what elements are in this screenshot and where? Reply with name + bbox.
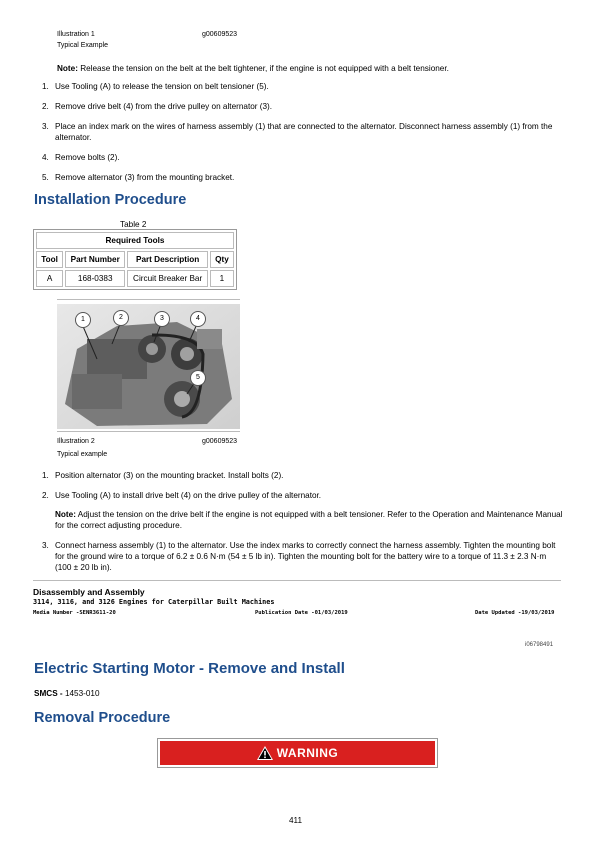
install-steps — [34, 470, 564, 582]
callout-2: 2 — [113, 310, 129, 326]
step-item — [34, 540, 564, 573]
callout-4: 4 — [190, 311, 206, 327]
step-text: Remove drive belt (4) from the drive pulley on alternator (3). — [55, 102, 273, 111]
table-title: Required Tools — [36, 232, 234, 249]
step-text: Position alternator (3) on the mounting bracket. Install bolts (2). — [55, 471, 284, 480]
step-text: Place an index mark on the wires of harness assembly (1) that are connected to the alternator. Disconnect harness assembly (1) from the alternator. — [55, 122, 553, 142]
step-item — [34, 101, 564, 112]
smcs-code: 1453-010 — [64, 689, 100, 698]
note-1-text: Release the tension on the belt at the belt tightener, if the engine is not equipped with a belt tensioner. — [80, 64, 449, 73]
note-2 — [55, 509, 564, 531]
table-header: Part Number — [65, 251, 125, 268]
callout-5: 5 — [190, 370, 206, 386]
removal-heading: Removal Procedure — [34, 710, 171, 726]
step-number: 1. — [42, 471, 49, 480]
table-row — [36, 270, 234, 287]
warning-triangle-icon — [257, 746, 273, 760]
publication-date: Publication Date -01/03/2019 — [255, 610, 348, 616]
section-title: Electric Starting Motor - Remove and Install — [34, 660, 345, 677]
doc-subtitle: 3114, 3116, and 3126 Engines for Caterpillar Built Machines — [33, 598, 275, 606]
note-2-label: Note: — [55, 510, 76, 519]
step-number: 4. — [42, 153, 49, 162]
step-text: Connect harness assembly (1) to the alternator. Use the index marks to correctly connect the harness assembly. Tighten the mounting bolt for the ground wire to a torque of 6.2 ± 0.6 N·m (54 ± 5 lb in). Tighten the mounting bolt for the battery wire to a torque of 11.3 ± 2.3 N·m (100 ± 20 lb in). — [55, 541, 556, 572]
step-number: 2. — [42, 491, 49, 500]
media-number: Media Number -SENR3611-20 — [33, 610, 116, 616]
table-header: Part Description — [127, 251, 208, 268]
table-cell: Circuit Breaker Bar — [127, 270, 208, 287]
note-2-text: Adjust the tension on the drive belt if the engine is not equipped with a belt tensioner. Refer to the Operation and Maintenance Manual for the correct adjusting procedure. — [55, 510, 563, 530]
smcs-line — [34, 688, 100, 699]
doc-id: i06798491 — [525, 642, 554, 648]
step-item — [34, 470, 564, 481]
removal-steps — [34, 81, 564, 192]
step-item — [34, 121, 564, 143]
step-item — [34, 152, 564, 163]
table-cell: 168-0383 — [65, 270, 125, 287]
step-item — [34, 490, 564, 531]
engine-illustration — [57, 304, 240, 429]
step-text: Remove bolts (2). — [55, 153, 120, 162]
installation-heading: Installation Procedure — [34, 192, 187, 208]
note-1-label: Note: — [57, 64, 78, 73]
table-caption: Table 2 — [120, 220, 147, 229]
illustration1-code: g00609523 — [202, 31, 238, 38]
illustration2-caption: Typical example — [57, 451, 108, 458]
step-number: 3. — [42, 122, 49, 131]
callout-1: 1 — [75, 312, 91, 328]
illustration1-caption: Typical Example — [57, 42, 108, 49]
note-1 — [57, 63, 557, 74]
step-text: Use Tooling (A) to install drive belt (4) on the drive pulley of the alternator. — [55, 491, 322, 500]
required-tools-table — [33, 229, 237, 290]
doc-title: Disassembly and Assembly — [33, 587, 145, 597]
warning-frame — [157, 738, 438, 768]
step-number: 2. — [42, 102, 49, 111]
illustration-bottom-rule — [57, 431, 240, 432]
table-header: Tool — [36, 251, 63, 268]
step-text: Remove alternator (3) from the mounting bracket. — [55, 173, 235, 182]
step-text: Use Tooling (A) to release the tension on belt tensioner (5). — [55, 82, 269, 91]
callout-3: 3 — [154, 311, 170, 327]
warning-banner — [160, 741, 435, 765]
illustration2-code: g00609523 — [202, 438, 238, 445]
table-cell: 1 — [210, 270, 234, 287]
table-cell: A — [36, 270, 63, 287]
page-number: 411 — [289, 816, 303, 825]
smcs-label: SMCS - — [34, 689, 63, 698]
illustration-top-rule — [57, 299, 240, 300]
date-updated: Date Updated -19/03/2019 — [475, 610, 555, 616]
step-number: 1. — [42, 82, 49, 91]
step-item — [34, 81, 564, 92]
step-number: 3. — [42, 541, 49, 550]
step-item — [34, 172, 564, 183]
illustration2-label: Illustration 2 — [57, 438, 95, 445]
illustration1-label: Illustration 1 — [57, 31, 95, 38]
step-number: 5. — [42, 173, 49, 182]
header-rule — [33, 580, 561, 581]
table-header: Qty — [210, 251, 234, 268]
warning-text: WARNING — [276, 746, 339, 760]
